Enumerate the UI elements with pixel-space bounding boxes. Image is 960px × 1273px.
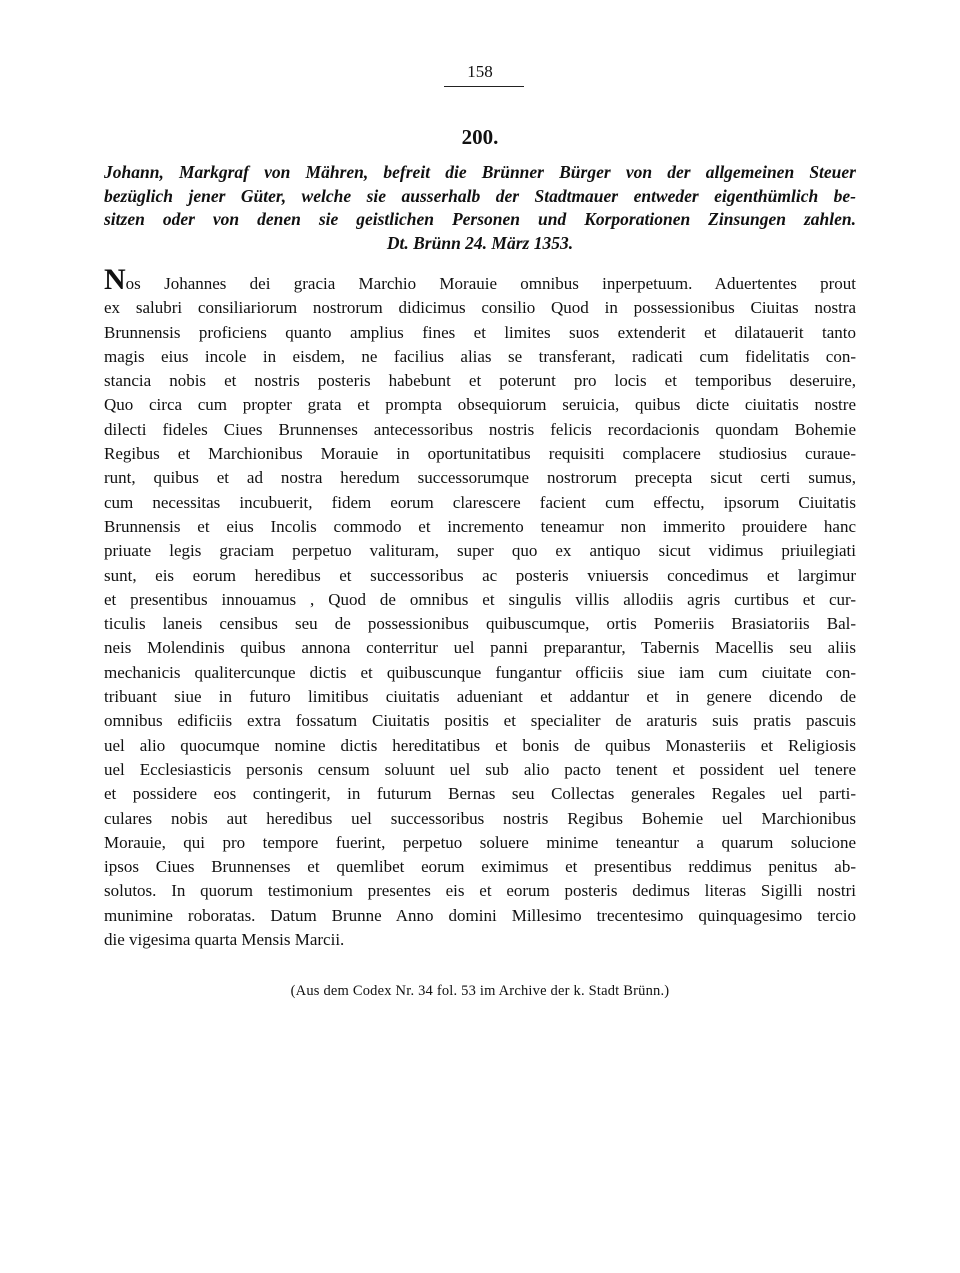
regest-summary bbox=[104, 161, 856, 255]
charter-line: solutos. In quorum testimonium presentes eis et eorum posteris dedimus literas Sigilli nostri bbox=[104, 881, 856, 901]
charter-line: magis eius incole in eisdem, ne facilius alias se transferant, radicati cum fidelitatis con- bbox=[104, 346, 856, 366]
charter-line: neis Molendinis quibus annona conterritur uel panni preparantur, Tabernis Macellis seu aliis bbox=[104, 638, 856, 658]
charter-line: stancia nobis et nostris posteris habebunt et poterunt pro locis et temporibus deseruire, bbox=[104, 371, 856, 391]
charter-line: cum necessitas incubuerit, fidem eorum clarescere facient cum effectu, ipsorum Ciuitatis bbox=[104, 492, 856, 512]
charter-line: omnibus edificiis extra fossatum Ciuitatis positis et specialiter de araturis suis pratis pascuis bbox=[104, 711, 856, 731]
charter-line: Regibus et Marchionibus Morauie in oportunitatibus requisiti complacere studiosius curaue- bbox=[104, 444, 856, 464]
page-number: 158 bbox=[467, 62, 493, 81]
charter-line: runt, quibus et ad nostra heredum successorumque nostrorum precepta sicut certi sumus, bbox=[104, 468, 856, 488]
charter-line: mechanicis qualitercunque dictis et quibuscunque fungantur officiis siue iam cum ciuitate con- bbox=[104, 662, 856, 682]
document-number: 200. bbox=[461, 125, 499, 149]
charter-line: Morauie, qui pro tempore fuerint, perpetuo soluere minime teneantur a quarum solucione bbox=[104, 832, 856, 852]
charter-line: dilecti fideles Ciues Brunnenses antecessoribus nostris felicis recordacionis quondam Bohemie bbox=[104, 419, 856, 439]
charter-line: ex salubri consiliariorum nostrorum didicimus consilio Quod in possessionibus Ciuitas nostra bbox=[104, 298, 856, 318]
charter-first-line bbox=[104, 263, 856, 296]
charter-line: priuate legis graciam perpetuo valituram, super quo ex antiquo sicut vidimus priuilegiati bbox=[104, 541, 856, 561]
initial-letter: N bbox=[104, 263, 126, 296]
page-number-rule bbox=[444, 86, 524, 87]
regest-line: bezüglich jener Güter, welche sie ausserhalb der Stadtmauer entweder eigenthümlich be- bbox=[104, 185, 856, 206]
charter-line: ticulis laneis censibus seu de possessionibus quibuscumque, ortis Pomeriis Brasiatoriis Bal- bbox=[104, 614, 856, 634]
charter-line: Brunnensis et eius Incolis commodo et incremento teneamur non immerito prouidere hanc bbox=[104, 516, 856, 536]
charter-line: ipsos Ciues Brunnenses et quemlibet eorum eximimus et presentibus reddimus penitus ab- bbox=[104, 857, 856, 877]
regest-date: Dt. Brünn 24. März 1353. bbox=[386, 232, 574, 253]
charter-line: uel alio quocumque nomine dictis hereditatibus et bonis de quibus Monasteriis et Religiosis bbox=[104, 735, 856, 755]
charter-line: tribuant siue in futuro limitibus ciuitatis adueniant et addantur et in genere dicendo de bbox=[104, 687, 856, 707]
charter-line: culares nobis aut heredibus uel successoribus nostris Regibus Bohemie uel Marchionibus bbox=[104, 808, 856, 828]
charter-line: sunt, eis eorum heredibus et successoribus ac posteris vniuersis concedimus et largimur bbox=[104, 565, 856, 585]
charter-line: munimine roboratas. Datum Brunne Anno domini Millesimo trecentesimo quinquagesimo tercio bbox=[104, 905, 856, 925]
charter-line: die vigesima quarta Mensis Marcii. bbox=[104, 930, 345, 950]
regest-line: Johann, Markgraf von Mähren, befreit die Brünner Bürger von der allgemeinen Steuer bbox=[104, 162, 856, 182]
charter-line: et presentibus innouamus , Quod de omnibus et singulis villis allodiis agris curtibus et cur- bbox=[104, 589, 856, 609]
charter-line: Brunnensis proficiens quanto amplius fines et limites suos extenderit et dilatauerit tanto bbox=[104, 322, 856, 342]
source-note: (Aus dem Codex Nr. 34 fol. 53 im Archive der k. Stadt Brünn.) bbox=[290, 983, 670, 999]
charter-line: Quo circa cum propter grata et prompta obsequiorum seruicia, quibus dicte ciuitatis nostre bbox=[104, 395, 856, 415]
charter-line: uel Ecclesiasticis personis censum soluunt uel sub alio pacto tenent et possident uel tenere bbox=[104, 759, 856, 779]
charter-text bbox=[104, 263, 856, 952]
regest-line: sitzen oder von denen sie geistlichen Personen und Korporationen Zinsungen zahlen. bbox=[104, 209, 856, 229]
charter-line: et possidere eos contingerit, in futurum Bernas seu Collectas generales Regales uel parti- bbox=[104, 784, 856, 804]
first-line-text: os Johannes dei gracia Marchio Morauie omnibus inperpetuum. Aduertentes prout bbox=[125, 274, 856, 293]
